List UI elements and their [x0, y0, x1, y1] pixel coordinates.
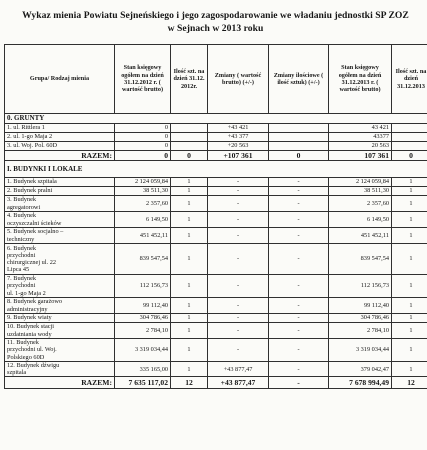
sum-qty-2013: 0 [392, 151, 427, 161]
table-row [5, 244, 427, 275]
header-row [5, 45, 427, 114]
cell-qty-2012: 1 [171, 212, 208, 228]
table-row [5, 228, 427, 244]
section-row-grunty [5, 114, 427, 124]
cell-value-2012: 0 [115, 124, 171, 133]
cell-value-change: +43 877,47 [208, 362, 269, 377]
sum-label: RAZEM: [5, 151, 115, 161]
cell-value-2013: 451 452,11 [329, 228, 392, 244]
header-group: Grupa/ Rodzaj mienia [5, 45, 115, 114]
cell-qty-2013: 1 [392, 314, 427, 323]
header-qty-change: Zmiany ilościowe ( ilość sztuk) (+/-) [269, 45, 329, 114]
cell-qty-change [269, 124, 329, 133]
cell-value-2012: 451 452,11 [115, 228, 171, 244]
cell-name: 3. ul. Woj. Pol. 60D [5, 142, 115, 151]
cell-value-2012: 6 149,50 [115, 212, 171, 228]
section-title-grunty: 0. GRUNTY [5, 114, 427, 124]
cell-value-change: - [208, 196, 269, 212]
section-title-budynki: I. BUDYNKI I LOKALE [5, 161, 427, 178]
cell-value-2013: 839 547,54 [329, 244, 392, 275]
sum-label: RAZEM: [5, 377, 115, 389]
table-row [5, 323, 427, 339]
header-qty-2012: Ilość szt. na dzień 31.12. 2012r. [171, 45, 208, 114]
cell-value-2013: 99 112,40 [329, 298, 392, 314]
cell-name: 6. Budynek przychodni chirurgicznej ul. 22 Lipca 45 [5, 244, 115, 275]
cell-qty-2013: 1 [392, 178, 427, 187]
cell-qty-2012 [171, 124, 208, 133]
table-row [5, 142, 427, 151]
sum-qty-change: 0 [269, 151, 329, 161]
sum-qty-2013: 12 [392, 377, 427, 389]
cell-value-change: - [208, 275, 269, 298]
cell-value-2012: 2 784,10 [115, 323, 171, 339]
cell-name: 5. Budynek socjalno – techniczny [5, 228, 115, 244]
cell-value-2013: 20 563 [329, 142, 392, 151]
cell-qty-2012: 1 [171, 196, 208, 212]
cell-name: 12. Budynek dźwigu szpitala [5, 362, 115, 377]
cell-value-2013: 2 357,60 [329, 196, 392, 212]
cell-qty-change: - [269, 212, 329, 228]
cell-value-2012: 0 [115, 133, 171, 142]
cell-qty-2013: 1 [392, 244, 427, 275]
cell-qty-2013: 1 [392, 323, 427, 339]
header-value-change: Zmiany ( wartość brutto) (+/-) [208, 45, 269, 114]
cell-value-2012: 112 156,73 [115, 275, 171, 298]
sum-row [5, 151, 427, 161]
cell-value-change: - [208, 314, 269, 323]
header-qty-2013: Ilość szt. na dzień 31.12.2013 [392, 45, 427, 114]
cell-value-change: - [208, 339, 269, 362]
cell-value-2013: 304 786,46 [329, 314, 392, 323]
cell-value-2012: 3 319 034,44 [115, 339, 171, 362]
cell-value-change: - [208, 298, 269, 314]
cell-qty-change: - [269, 244, 329, 275]
cell-qty-2012: 1 [171, 314, 208, 323]
cell-value-change: +43 377 [208, 133, 269, 142]
sum-value-2013: 107 361 [329, 151, 392, 161]
cell-value-2013: 6 149,50 [329, 212, 392, 228]
cell-qty-2012: 1 [171, 228, 208, 244]
cell-name: 9. Budynek wiaty [5, 314, 115, 323]
cell-value-2013: 379 042,47 [329, 362, 392, 377]
cell-value-change: +43 421 [208, 124, 269, 133]
cell-qty-2012: 1 [171, 178, 208, 187]
assets-table [4, 44, 427, 389]
document-title: Wykaz mienia Powiatu Sejneńskiego i jego zagospodarowanie we władaniu jednostki SP ZOZ w Sejnach w 2013 roku [22, 10, 409, 34]
cell-qty-2013 [392, 133, 427, 142]
cell-qty-2013: 1 [392, 228, 427, 244]
cell-qty-change: - [269, 362, 329, 377]
cell-value-2013: 38 511,30 [329, 187, 392, 196]
cell-value-2013: 112 156,73 [329, 275, 392, 298]
cell-value-change: - [208, 323, 269, 339]
table-row [5, 178, 427, 187]
cell-qty-change: - [269, 178, 329, 187]
table-row [5, 339, 427, 362]
sum-value-2013: 7 678 994,49 [329, 377, 392, 389]
cell-qty-change: - [269, 275, 329, 298]
cell-qty-2012 [171, 133, 208, 142]
cell-qty-change: - [269, 314, 329, 323]
cell-qty-2013: 1 [392, 362, 427, 377]
cell-name: 11. Budynek przychodni ul. Woj. Polskiego 60D [5, 339, 115, 362]
cell-qty-change: - [269, 298, 329, 314]
cell-name: 1. ul. Rittlera 1 [5, 124, 115, 133]
cell-value-change: - [208, 244, 269, 275]
cell-value-2013: 43377 [329, 133, 392, 142]
cell-value-2012: 2 124 059,84 [115, 178, 171, 187]
budynki-rows [5, 178, 427, 389]
cell-qty-2013: 1 [392, 212, 427, 228]
cell-value-2013: 2 784,10 [329, 323, 392, 339]
cell-value-change: - [208, 228, 269, 244]
cell-qty-change [269, 142, 329, 151]
sum-qty-2012: 12 [171, 377, 208, 389]
cell-qty-2013: 1 [392, 196, 427, 212]
cell-qty-2013: 1 [392, 187, 427, 196]
cell-qty-2013 [392, 124, 427, 133]
cell-value-2012: 99 112,40 [115, 298, 171, 314]
cell-name: 3. Budynek agregatorowi [5, 196, 115, 212]
sum-row [5, 377, 427, 389]
cell-value-change: - [208, 212, 269, 228]
table-row [5, 314, 427, 323]
header-value-2013: Stan księgowy ogółem na dzień 31.12.2013 r. ( wartość brutto) [329, 45, 392, 114]
table-row [5, 298, 427, 314]
cell-value-2013: 3 319 034,44 [329, 339, 392, 362]
cell-value-2013: 2 124 059,84 [329, 178, 392, 187]
table-row [5, 362, 427, 377]
cell-qty-2013: 1 [392, 298, 427, 314]
cell-value-2012: 0 [115, 142, 171, 151]
cell-name: 8. Budynek garażowo administracyjny [5, 298, 115, 314]
table-row [5, 124, 427, 133]
table-row [5, 212, 427, 228]
cell-name: 10. Budynek stacji uzdatniania wody [5, 323, 115, 339]
sum-value-change: +43 877,47 [208, 377, 269, 389]
cell-name: 2. ul. 1-go Maja 2 [5, 133, 115, 142]
cell-qty-2012: 1 [171, 298, 208, 314]
cell-value-2013: 43 421 [329, 124, 392, 133]
sum-qty-2012: 0 [171, 151, 208, 161]
cell-value-2012: 304 786,46 [115, 314, 171, 323]
cell-value-change: +20 563 [208, 142, 269, 151]
cell-qty-change: - [269, 187, 329, 196]
header-value-2012: Stan księgowy ogółem na dzień 31.12.2012 r. ( wartość brutto) [115, 45, 171, 114]
table-row [5, 196, 427, 212]
cell-name: 2. Budynek pralni [5, 187, 115, 196]
sum-qty-change: - [269, 377, 329, 389]
sum-value-2012: 0 [115, 151, 171, 161]
table-row [5, 187, 427, 196]
cell-qty-change: - [269, 228, 329, 244]
cell-name: 7. Budynek przychodni ul. 1-go Maja 2 [5, 275, 115, 298]
cell-qty-2013 [392, 142, 427, 151]
grunty-rows [5, 124, 427, 161]
cell-name: 1. Budynek szpitala [5, 178, 115, 187]
cell-name: 4. Budynek oczyszczalni ścieków [5, 212, 115, 228]
cell-value-change: - [208, 178, 269, 187]
cell-value-change: - [208, 187, 269, 196]
cell-value-2012: 2 357,60 [115, 196, 171, 212]
sum-value-change: +107 361 [208, 151, 269, 161]
cell-qty-change: - [269, 323, 329, 339]
section-row-budynki [5, 161, 427, 178]
cell-qty-2013: 1 [392, 275, 427, 298]
cell-qty-2012 [171, 142, 208, 151]
cell-qty-2012: 1 [171, 187, 208, 196]
cell-value-2012: 38 511,30 [115, 187, 171, 196]
cell-qty-change: - [269, 339, 329, 362]
cell-value-2012: 839 547,54 [115, 244, 171, 275]
table-row [5, 275, 427, 298]
cell-qty-2013: 1 [392, 339, 427, 362]
cell-qty-change [269, 133, 329, 142]
cell-qty-2012: 1 [171, 244, 208, 275]
table-row [5, 133, 427, 142]
cell-qty-2012: 1 [171, 339, 208, 362]
cell-qty-change: - [269, 196, 329, 212]
cell-qty-2012: 1 [171, 362, 208, 377]
cell-qty-2012: 1 [171, 275, 208, 298]
sum-value-2012: 7 635 117,02 [115, 377, 171, 389]
cell-qty-2012: 1 [171, 323, 208, 339]
cell-value-2012: 335 165,00 [115, 362, 171, 377]
